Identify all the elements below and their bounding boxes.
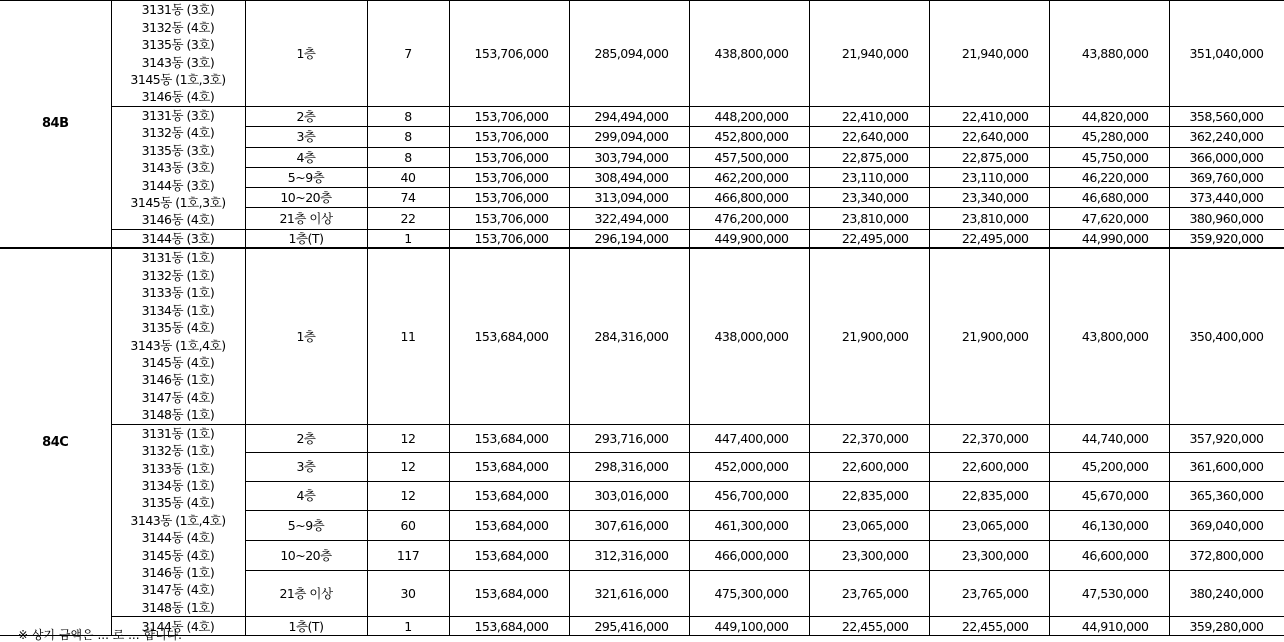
floor-cell: 3층 <box>245 453 367 482</box>
unit-count-cell: 12 <box>367 453 449 482</box>
amount-cell: 22,455,000 <box>929 617 1049 636</box>
floor-cell: 2층 <box>245 107 367 127</box>
floor-cell: 21층 이상 <box>245 570 367 617</box>
amount-cell: 448,200,000 <box>689 107 809 127</box>
amount-cell: 23,110,000 <box>929 167 1049 187</box>
floor-cell: 1층(T) <box>245 229 367 248</box>
amount-cell: 153,706,000 <box>449 167 569 187</box>
amount-cell: 153,684,000 <box>449 248 569 424</box>
amount-cell: 22,875,000 <box>929 147 1049 167</box>
unit-count-cell: 12 <box>367 481 449 511</box>
unit-count-cell: 30 <box>367 570 449 617</box>
amount-cell: 380,240,000 <box>1169 570 1284 617</box>
table-row <box>0 248 1284 424</box>
amount-cell: 22,835,000 <box>809 481 929 511</box>
dong-label: 3132동 (4호) <box>141 125 215 141</box>
unit-count-cell: 74 <box>367 188 449 208</box>
amount-cell: 46,680,000 <box>1049 188 1169 208</box>
amount-cell: 285,094,000 <box>569 1 689 107</box>
amount-cell: 22,410,000 <box>929 107 1049 127</box>
dong-label: 3143동 (1호,4호) <box>130 337 226 353</box>
amount-cell: 153,684,000 <box>449 453 569 482</box>
dong-label: 3135동 (3호) <box>141 142 215 158</box>
unit-count-cell: 12 <box>367 424 449 453</box>
floor-cell: 21층 이상 <box>245 208 367 229</box>
unit-type-cell: 84C <box>0 248 111 635</box>
amount-cell: 372,800,000 <box>1169 541 1284 571</box>
amount-cell: 153,684,000 <box>449 617 569 636</box>
amount-cell: 21,940,000 <box>809 1 929 107</box>
unit-count-cell: 7 <box>367 1 449 107</box>
amount-cell: 369,040,000 <box>1169 511 1284 541</box>
amount-cell: 362,240,000 <box>1169 127 1284 147</box>
amount-cell: 23,300,000 <box>929 541 1049 571</box>
dong-label: 3145동 (4호) <box>141 547 215 563</box>
amount-cell: 153,706,000 <box>449 1 569 107</box>
amount-cell: 22,640,000 <box>929 127 1049 147</box>
amount-cell: 359,920,000 <box>1169 229 1284 248</box>
amount-cell: 43,880,000 <box>1049 1 1169 107</box>
amount-cell: 293,716,000 <box>569 424 689 453</box>
amount-cell: 44,910,000 <box>1049 617 1169 636</box>
amount-cell: 475,300,000 <box>689 570 809 617</box>
amount-cell: 449,900,000 <box>689 229 809 248</box>
dong-label: 3147동 (4호) <box>141 389 215 405</box>
amount-cell: 22,410,000 <box>809 107 929 127</box>
amount-cell: 298,316,000 <box>569 453 689 482</box>
amount-cell: 476,200,000 <box>689 208 809 229</box>
dong-label: 3131동 (3호) <box>141 2 215 18</box>
amount-cell: 47,620,000 <box>1049 208 1169 229</box>
amount-cell: 22,600,000 <box>929 453 1049 482</box>
amount-cell: 153,706,000 <box>449 127 569 147</box>
amount-cell: 43,800,000 <box>1049 248 1169 424</box>
unit-count-cell: 22 <box>367 208 449 229</box>
amount-cell: 45,670,000 <box>1049 481 1169 511</box>
amount-cell: 312,316,000 <box>569 541 689 571</box>
unit-count-cell: 117 <box>367 541 449 571</box>
amount-cell: 44,820,000 <box>1049 107 1169 127</box>
dong-label: 3131동 (1호) <box>141 250 215 266</box>
amount-cell: 313,094,000 <box>569 188 689 208</box>
price-table-body <box>0 1 1284 636</box>
amount-cell: 456,700,000 <box>689 481 809 511</box>
dong-label: 3148동 (1호) <box>141 407 215 423</box>
amount-cell: 373,440,000 <box>1169 188 1284 208</box>
dong-label: 3133동 (1호) <box>141 460 215 476</box>
amount-cell: 23,340,000 <box>929 188 1049 208</box>
dong-label: 3143동 (3호) <box>141 54 215 70</box>
unit-count-cell: 11 <box>367 248 449 424</box>
amount-cell: 21,900,000 <box>809 248 929 424</box>
amount-cell: 23,765,000 <box>809 570 929 617</box>
amount-cell: 153,706,000 <box>449 208 569 229</box>
amount-cell: 457,500,000 <box>689 147 809 167</box>
dong-list-cell <box>111 424 245 616</box>
dong-label: 3144동 (4호) <box>141 530 215 546</box>
amount-cell: 23,300,000 <box>809 541 929 571</box>
floor-cell: 4층 <box>245 481 367 511</box>
amount-cell: 23,110,000 <box>809 167 929 187</box>
amount-cell: 21,900,000 <box>929 248 1049 424</box>
amount-cell: 359,280,000 <box>1169 617 1284 636</box>
dong-label: 3133동 (1호) <box>141 285 215 301</box>
amount-cell: 23,810,000 <box>809 208 929 229</box>
amount-cell: 23,065,000 <box>929 511 1049 541</box>
dong-label: 3146동 (4호) <box>141 212 215 228</box>
amount-cell: 153,684,000 <box>449 511 569 541</box>
dong-label: 3146동 (1호) <box>141 565 215 580</box>
amount-cell: 299,094,000 <box>569 127 689 147</box>
amount-cell: 452,800,000 <box>689 127 809 147</box>
dong-label: 3132동 (4호) <box>141 19 215 35</box>
dong-label: 3144동 (3호) <box>141 230 215 246</box>
dong-label: 3134동 (1호) <box>141 477 215 493</box>
amount-cell: 23,810,000 <box>929 208 1049 229</box>
table-row <box>0 107 1284 127</box>
amount-cell: 361,600,000 <box>1169 453 1284 482</box>
dong-list-cell <box>111 248 245 424</box>
dong-label: 3135동 (3호) <box>141 37 215 53</box>
amount-cell: 153,706,000 <box>449 229 569 248</box>
amount-cell: 358,560,000 <box>1169 107 1284 127</box>
floor-cell: 5~9층 <box>245 167 367 187</box>
floor-cell: 3층 <box>245 127 367 147</box>
amount-cell: 22,640,000 <box>809 127 929 147</box>
floor-cell: 10~20층 <box>245 188 367 208</box>
amount-cell: 365,360,000 <box>1169 481 1284 511</box>
floor-cell: 2층 <box>245 424 367 453</box>
amount-cell: 22,875,000 <box>809 147 929 167</box>
amount-cell: 153,706,000 <box>449 188 569 208</box>
amount-cell: 44,740,000 <box>1049 424 1169 453</box>
dong-label: 3132동 (1호) <box>141 267 215 283</box>
amount-cell: 153,684,000 <box>449 481 569 511</box>
amount-cell: 438,800,000 <box>689 1 809 107</box>
dong-label: 3144동 (3호) <box>141 177 215 193</box>
amount-cell: 22,495,000 <box>929 229 1049 248</box>
unit-count-cell: 8 <box>367 127 449 147</box>
unit-count-cell: 8 <box>367 147 449 167</box>
table-row <box>0 617 1284 636</box>
amount-cell: 22,370,000 <box>809 424 929 453</box>
dong-label: 3146동 (1호) <box>141 372 215 388</box>
amount-cell: 22,370,000 <box>929 424 1049 453</box>
amount-cell: 303,016,000 <box>569 481 689 511</box>
amount-cell: 47,530,000 <box>1049 570 1169 617</box>
amount-cell: 350,400,000 <box>1169 248 1284 424</box>
amount-cell: 46,130,000 <box>1049 511 1169 541</box>
amount-cell: 22,495,000 <box>809 229 929 248</box>
amount-cell: 466,800,000 <box>689 188 809 208</box>
floor-cell: 10~20층 <box>245 541 367 571</box>
amount-cell: 438,000,000 <box>689 248 809 424</box>
amount-cell: 23,765,000 <box>929 570 1049 617</box>
floor-cell: 1층(T) <box>245 617 367 636</box>
amount-cell: 45,200,000 <box>1049 453 1169 482</box>
dong-list-cell <box>111 229 245 248</box>
amount-cell: 45,750,000 <box>1049 147 1169 167</box>
dong-label: 3132동 (1호) <box>141 443 215 459</box>
table-row <box>0 424 1284 453</box>
amount-cell: 296,194,000 <box>569 229 689 248</box>
amount-cell: 307,616,000 <box>569 511 689 541</box>
amount-cell: 321,616,000 <box>569 570 689 617</box>
amount-cell: 295,416,000 <box>569 617 689 636</box>
amount-cell: 294,494,000 <box>569 107 689 127</box>
amount-cell: 44,990,000 <box>1049 229 1169 248</box>
dong-label: 3147동 (4호) <box>141 582 215 598</box>
unit-count-cell: 60 <box>367 511 449 541</box>
dong-label: 3131동 (1호) <box>141 425 215 441</box>
footnote: ※ 상기 금액은 ... 로 ... 합니다. <box>18 628 182 642</box>
amount-cell: 153,706,000 <box>449 147 569 167</box>
amount-cell: 153,684,000 <box>449 541 569 571</box>
dong-label: 3146동 (4호) <box>141 89 215 105</box>
floor-cell: 4층 <box>245 147 367 167</box>
amount-cell: 449,100,000 <box>689 617 809 636</box>
floor-cell: 5~9층 <box>245 511 367 541</box>
dong-label: 3145동 (4호) <box>141 354 215 370</box>
amount-cell: 452,000,000 <box>689 453 809 482</box>
dong-label: 3143동 (1호,4호) <box>130 512 226 528</box>
floor-cell: 1층 <box>245 248 367 424</box>
amount-cell: 153,684,000 <box>449 424 569 453</box>
dong-list-cell <box>111 107 245 230</box>
unit-count-cell: 8 <box>367 107 449 127</box>
amount-cell: 462,200,000 <box>689 167 809 187</box>
dong-label: 3135동 (4호) <box>141 495 215 511</box>
amount-cell: 380,960,000 <box>1169 208 1284 229</box>
amount-cell: 366,000,000 <box>1169 147 1284 167</box>
dong-label: 3135동 (4호) <box>141 320 215 336</box>
amount-cell: 322,494,000 <box>569 208 689 229</box>
dong-label: 3134동 (1호) <box>141 302 215 318</box>
amount-cell: 46,600,000 <box>1049 541 1169 571</box>
table-row <box>0 229 1284 248</box>
amount-cell: 22,835,000 <box>929 481 1049 511</box>
dong-label: 3145동 (1호,3호) <box>130 71 226 87</box>
unit-type-cell: 84B <box>0 1 111 249</box>
amount-cell: 303,794,000 <box>569 147 689 167</box>
amount-cell: 447,400,000 <box>689 424 809 453</box>
amount-cell: 351,040,000 <box>1169 1 1284 107</box>
amount-cell: 22,600,000 <box>809 453 929 482</box>
dong-list-cell <box>111 1 245 107</box>
amount-cell: 21,940,000 <box>929 1 1049 107</box>
unit-count-cell: 1 <box>367 617 449 636</box>
amount-cell: 23,340,000 <box>809 188 929 208</box>
dong-label: 3131동 (3호) <box>141 108 215 123</box>
floor-cell: 1층 <box>245 1 367 107</box>
dong-label: 3143동 (3호) <box>141 160 215 176</box>
amount-cell: 461,300,000 <box>689 511 809 541</box>
amount-cell: 284,316,000 <box>569 248 689 424</box>
unit-count-cell: 40 <box>367 167 449 187</box>
amount-cell: 369,760,000 <box>1169 167 1284 187</box>
amount-cell: 46,220,000 <box>1049 167 1169 187</box>
dong-label: 3145동 (1호,3호) <box>130 195 226 211</box>
table-row <box>0 1 1284 107</box>
dong-label: 3144동 (4호) <box>141 618 215 634</box>
amount-cell: 22,455,000 <box>809 617 929 636</box>
amount-cell: 357,920,000 <box>1169 424 1284 453</box>
amount-cell: 466,000,000 <box>689 541 809 571</box>
dong-label: 3148동 (1호) <box>141 599 215 615</box>
amount-cell: 153,684,000 <box>449 570 569 617</box>
amount-cell: 45,280,000 <box>1049 127 1169 147</box>
unit-count-cell: 1 <box>367 229 449 248</box>
amount-cell: 23,065,000 <box>809 511 929 541</box>
amount-cell: 308,494,000 <box>569 167 689 187</box>
amount-cell: 153,706,000 <box>449 107 569 127</box>
